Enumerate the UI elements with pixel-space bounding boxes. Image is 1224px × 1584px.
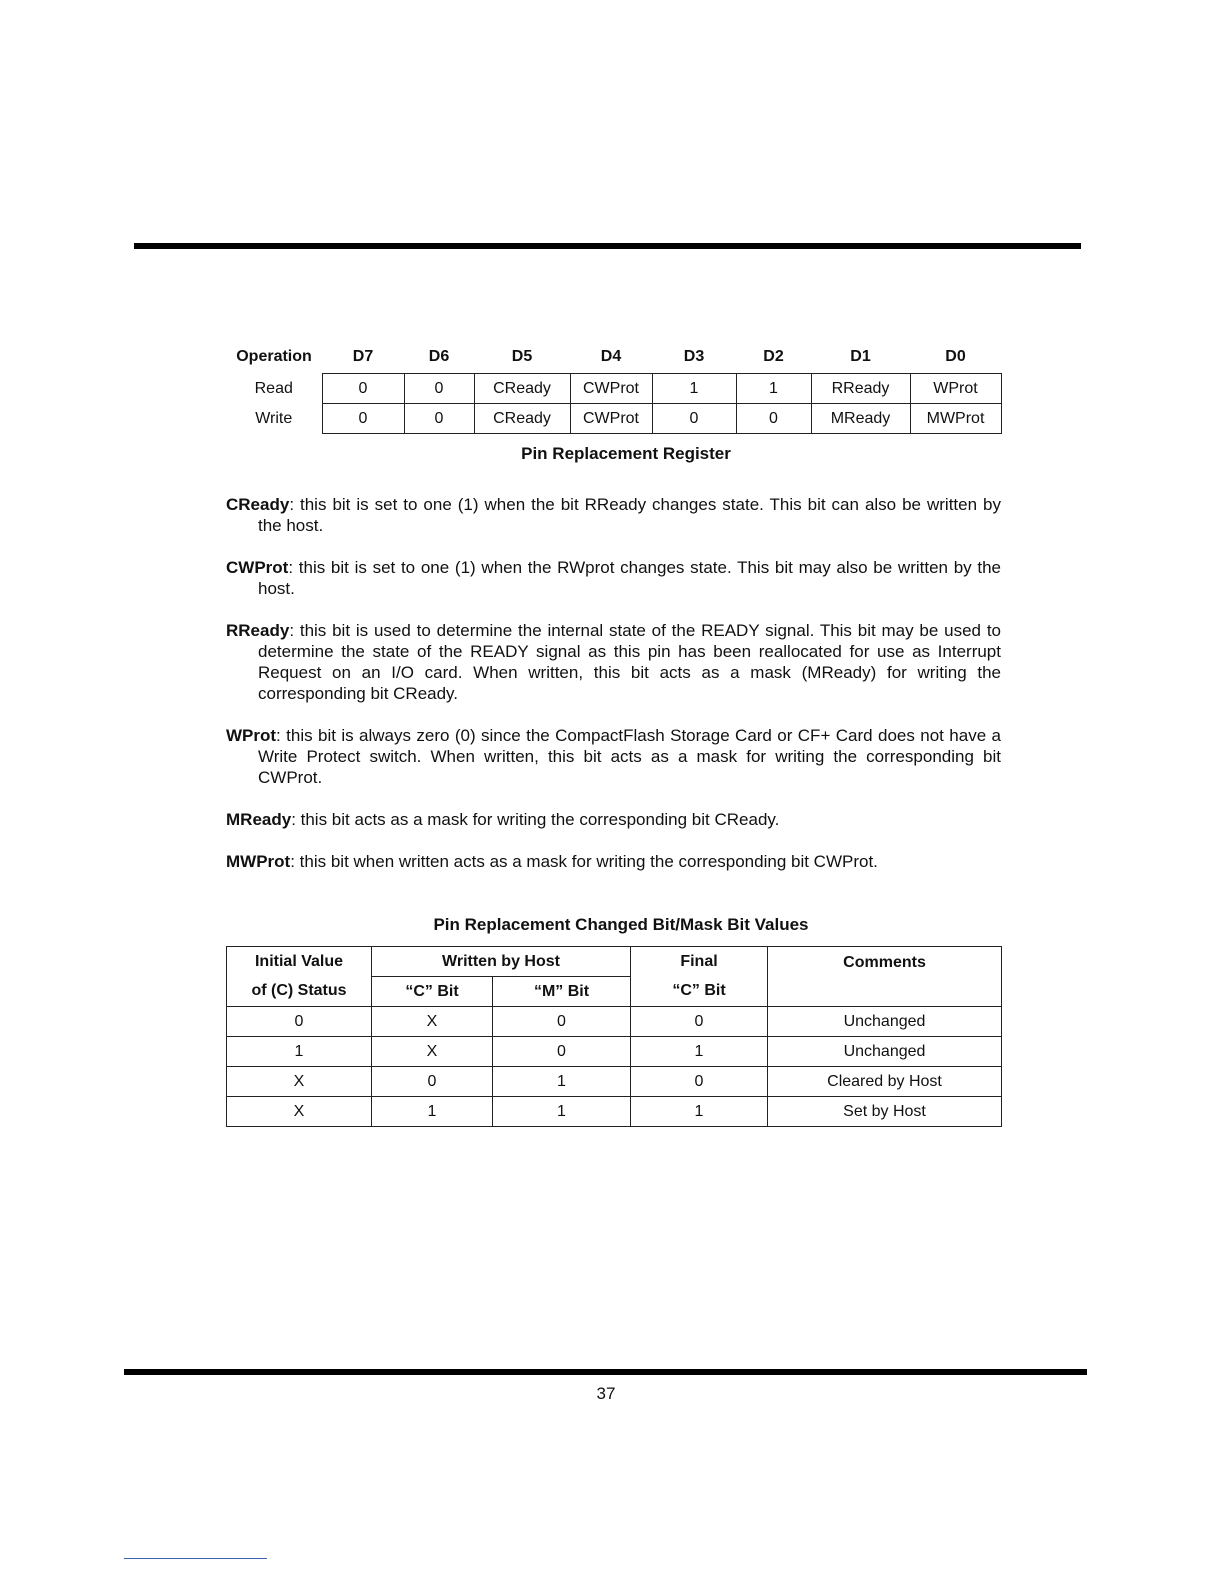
table-cell: RReady <box>811 374 910 404</box>
pin-replacement-register-table <box>226 341 1002 434</box>
page-number: 37 <box>596 1384 616 1403</box>
definition-term: MReady <box>226 810 292 829</box>
table-row <box>227 1037 1002 1067</box>
definition-mready <box>226 809 1001 830</box>
table-row <box>226 374 1001 404</box>
table-cell: 0 <box>322 374 404 404</box>
header-final-c-bit: “C” Bit <box>631 977 768 1007</box>
definition-text: : this bit is always zero (0) since the CompactFlash Storage Card or CF+ Card does not have a Write Protect switch. When written, this bit acts as a mask for writing the corresponding bit CWProt. <box>258 726 1001 787</box>
header-cell: D6 <box>428 348 450 365</box>
definition-term: CWProt <box>226 558 289 577</box>
header-written-by-host: Written by Host <box>372 947 631 977</box>
mask-header-row-top <box>227 947 1002 977</box>
register-header-row <box>226 341 1001 374</box>
header-initial-value: Initial Value <box>227 947 372 977</box>
operation-cell: Write <box>255 409 293 427</box>
header-cell: D3 <box>683 348 705 365</box>
table-cell: X <box>372 1007 493 1037</box>
header-cell: Operation <box>236 348 312 366</box>
definition-text: : this bit is used to determine the internal state of the READY signal. This bit may be used to determine the state of the READY signal as this pin has been reallocated for use as Interrupt Request on an I/O card. When written, this bit acts as a mask (MReady) for writing the corresponding bit CReady. <box>258 621 1001 703</box>
header-final: Final <box>631 947 768 977</box>
table-cell: 1 <box>631 1097 768 1127</box>
definition-term: CReady <box>226 495 290 514</box>
table-cell: MReady <box>811 404 910 434</box>
table-cell: 0 <box>404 374 474 404</box>
bit-definitions <box>226 494 1001 893</box>
table-cell: 1 <box>227 1037 372 1067</box>
header-c-status: of (C) Status <box>227 977 372 1007</box>
mask-table-caption: Pin Replacement Changed Bit/Mask Bit Values <box>433 915 809 934</box>
header-cell: D0 <box>945 348 966 365</box>
table-row <box>227 1007 1002 1037</box>
table-row <box>227 1067 1002 1097</box>
table-cell: MWProt <box>910 404 1001 434</box>
definition-term: WProt <box>226 726 277 745</box>
table-cell: 0 <box>372 1067 493 1097</box>
header-m-bit: “M” Bit <box>493 977 631 1007</box>
definition-mwprot <box>226 851 1001 872</box>
table-row <box>227 1097 1002 1127</box>
table-cell: 0 <box>652 404 736 434</box>
changed-bit-mask-table <box>226 946 1002 1127</box>
header-cell: D7 <box>352 348 374 365</box>
definition-term: RReady <box>226 621 290 640</box>
table-cell: 1 <box>493 1097 631 1127</box>
table-cell: CWProt <box>570 404 652 434</box>
footnote-separator <box>124 1558 267 1559</box>
table-cell: 0 <box>493 1037 631 1067</box>
definition-text: : this bit is set to one (1) when the bit RReady changes state. This bit can also be written by the host. <box>258 495 1001 535</box>
table-cell: Unchanged <box>768 1007 1002 1037</box>
definition-cwprot <box>226 557 1001 599</box>
table-cell: 1 <box>372 1097 493 1127</box>
header-cell: D5 <box>511 348 533 365</box>
table-cell: CWProt <box>570 374 652 404</box>
table-cell: 1 <box>652 374 736 404</box>
table-cell: X <box>227 1067 372 1097</box>
table-cell: 0 <box>631 1007 768 1037</box>
table-cell: X <box>227 1097 372 1127</box>
table-cell: Cleared by Host <box>768 1067 1002 1097</box>
table-cell: CReady <box>474 374 570 404</box>
header-cell: D4 <box>600 348 622 365</box>
definition-rready <box>226 620 1001 704</box>
top-rule <box>134 243 1081 249</box>
table-cell: Unchanged <box>768 1037 1002 1067</box>
table-cell: 1 <box>493 1067 631 1097</box>
definition-text: : this bit is set to one (1) when the RWprot changes state. This bit may also be written by the host. <box>258 558 1001 598</box>
table-row <box>226 404 1001 434</box>
table-cell: 0 <box>227 1007 372 1037</box>
table-cell: 0 <box>736 404 811 434</box>
header-cell: D1 <box>850 348 871 365</box>
header-c-bit: “C” Bit <box>372 977 493 1007</box>
table-cell: 0 <box>404 404 474 434</box>
definition-text: : this bit when written acts as a mask for writing the corresponding bit CWProt. <box>290 852 878 871</box>
table-cell: 1 <box>736 374 811 404</box>
header-comments: Comments <box>768 947 1002 1007</box>
definition-cready <box>226 494 1001 536</box>
definition-term: MWProt <box>226 852 291 871</box>
table-cell: CReady <box>474 404 570 434</box>
table-cell: 1 <box>631 1037 768 1067</box>
table-cell: X <box>372 1037 493 1067</box>
register-table-caption: Pin Replacement Register <box>521 444 731 463</box>
bottom-rule <box>124 1369 1087 1375</box>
definition-wprot <box>226 725 1001 788</box>
table-cell: 0 <box>631 1067 768 1097</box>
table-cell: Set by Host <box>768 1097 1002 1127</box>
header-cell: D2 <box>763 348 784 365</box>
operation-cell: Read <box>254 379 293 397</box>
table-cell: 0 <box>322 404 404 434</box>
definition-text: : this bit acts as a mask for writing the corresponding bit CReady. <box>291 810 780 829</box>
table-cell: WProt <box>910 374 1001 404</box>
table-cell: 0 <box>493 1007 631 1037</box>
